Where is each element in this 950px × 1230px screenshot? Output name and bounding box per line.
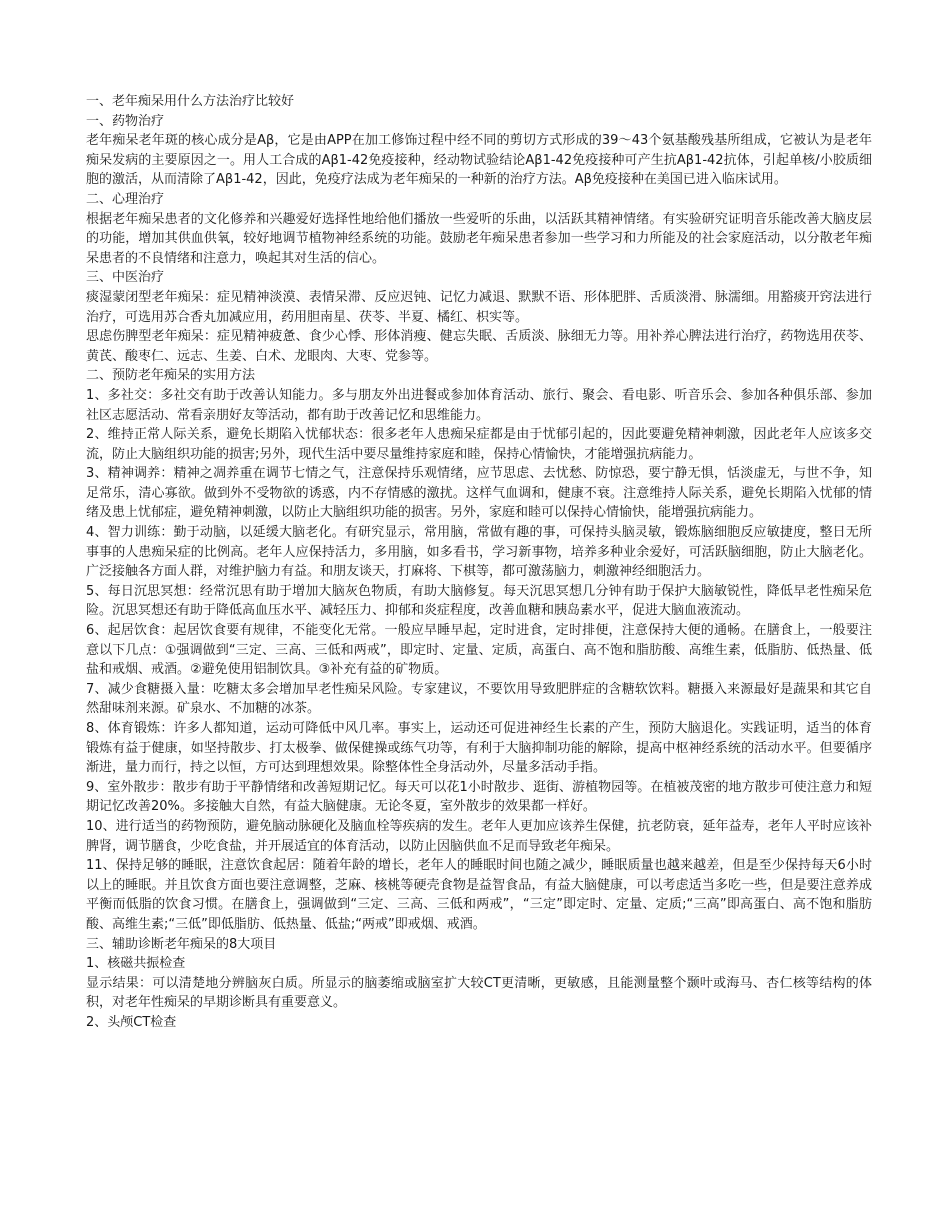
prevention-item-7: 7、减少食糖摄入量：吃糖太多会增加早老性痴呆风险。专家建议，不要饮用导致肥胖症的含糖软饮料。糖摄入来源最好是蔬果和其它自然甜味剂来源。矿泉水、不加糖的冰茶。 xyxy=(86,681,872,717)
document-page xyxy=(86,92,872,1033)
paragraph-tcm-phlegm: 痰湿蒙闭型老年痴呆：症见精神淡漠、表情呆滞、反应迟钝、记忆力减退、默默不语、形体肥胖、舌质淡滑、脉濡细。用豁痰开窍法进行治疗，可选用苏合香丸加减应用，药用胆南星、茯苓、半夏、橘红、枳实等。 xyxy=(86,289,872,325)
prevention-item-1: 1、多社交：多社交有助于改善认知能力。多与朋友外出进餐或参加体育活动、旅行、聚会、看电影、听音乐会、参加各种俱乐部、参加社区志愿活动、常看亲朋好友等活动，都有助于改善记忆和思维能力。 xyxy=(86,387,872,423)
prevention-item-3: 3、精神调养：精神之凋养重在调节七情之气，注意保持乐观情绪，应节思虑、去忧愁、防惊恐，要宁静无惧，恬淡虚无，与世不争，知足常乐，清心寡欲。做到外不受物欲的诱惑，内不存情感的激扰。这样气血调和，健康不衰。注意维持人际关系，避免长期陷入忧郁的情绪及患上忧郁症，避免精神刺激，以防止大脑组织功能的损害。另外，家庭和睦可以保持心情愉快，能增强抗病能力。 xyxy=(86,466,872,521)
paragraph-drug-therapy: 老年痴呆老年斑的核心成分是Aβ，它是由APP在加工修饰过程中经不同的剪切方式形成的39～43个氨基酸残基所组成，它被认为是老年痴呆发病的主要原因之一。用人工合成的Aβ1-42免疫接种，经动物试验结论Aβ1-42免疫接种可产生抗Aβ1-42抗体，引起单核/小胶质细胞的激活，从而清除了Aβ1-42，因此，免疫疗法成为老年痴呆的一种新的治疗方法。Aβ免疫接种在美国已进入临床试用。 xyxy=(86,133,872,188)
paragraph-psychotherapy: 根据老年痴呆患者的文化修养和兴趣爱好选择性地给他们播放一些爱听的乐曲，以活跃其精神情绪。有实验研究证明音乐能改善大脑皮层的功能，增加其供血供氧，较好地调节植物神经系统的功能。鼓励老年痴呆患者参加一些学习和力所能及的社会家庭活动，以分散老年痴呆患者的不良情绪和注意力，唤起其对生活的信心。 xyxy=(86,211,872,266)
prevention-item-11: 11、保持足够的睡眠，注意饮食起居：随着年龄的增长，老年人的睡眠时间也随之减少，睡眠质量也越来越差，但是至少保持每天6小时以上的睡眠。并且饮食方面也要注意调整，芝麻、核桃等硬壳食物是益智食品，有益大脑健康，可以考虑适当多吃一些，但是要注意养成平衡而低脂的饮食习惯。在膳食上，强调做到“三定、三高、三低和两戒”，“三定”即定时、定量、定质;“三高”即高蛋白、高不饱和脂肪酸、高维生素;“三低”即低脂肪、低热量、低盐;“两戒”即戒烟、戒酒。 xyxy=(86,858,872,932)
prevention-item-9: 9、室外散步：散步有助于平静情绪和改善短期记忆。每天可以花1小时散步、逛街、游植物园等。在植被茂密的地方散步可使注意力和短期记忆改善20%。多接触大自然，有益大脑健康。无论冬夏，室外散步的效果都一样好。 xyxy=(86,779,872,815)
section-title-prevention: 二、预防老年痴呆的实用方法 xyxy=(86,368,256,384)
paragraph-tcm-spleen: 思虑伤脾型老年痴呆：症见精神疲惫、食少心悸、形体消瘦、健忘失眠、舌质淡、脉细无力等。用补养心脾法进行治疗，药物选用茯苓、黄芪、酸枣仁、远志、生姜、白术、龙眼肉、大枣、党参等。 xyxy=(86,329,872,364)
prevention-item-6: 6、起居饮食：起居饮食要有规律，不能变化无常。一般应早睡早起，定时进食，定时排便，注意保持大便的通畅。在膳食上，一般要注意以下几点：①强调做到“三定、三高、三低和两戒”，即定时、定量、定质，高蛋白、高不饱和脂肪酸、高维生素，低脂肪、低热量、低盐和戒烟、戒酒。②避免使用铝制饮具。③补充有益的矿物质。 xyxy=(86,623,872,678)
diagnosis-item-1-text: 显示结果：可以清楚地分辨脑灰白质。所显示的脑萎缩或脑室扩大较CT更清晰，更敏感，且能测量整个颞叶或海马、杏仁核等结构的体积，对老年性痴呆的早期诊断具有重要意义。 xyxy=(86,975,872,1011)
prevention-item-5: 5、每日沉思冥想：经常沉思有助于增加大脑灰色物质，有助大脑修复。每天沉思冥想几分钟有助于保护大脑敏锐性，降低早老性痴呆危险。沉思冥想还有助于降低高血压水平、减轻压力、抑郁和炎症程度，改善血糖和胰岛素水平，促进大脑血液流动。 xyxy=(86,583,872,619)
diagnosis-item-1-title: 1、核磁共振检查 xyxy=(86,956,186,972)
subsection-title-psychotherapy: 二、心理治疗 xyxy=(86,191,165,207)
section-title-treatment-methods: 一、老年痴呆用什么方法治疗比较好 xyxy=(86,94,295,109)
subsection-title-tcm: 三、中医治疗 xyxy=(86,270,165,286)
prevention-item-10: 10、进行适当的药物预防，避免脑动脉硬化及脑血栓等疾病的发生。老年人更加应该养生保健，抗老防衰，延年益寿，老年人平时应该补脾肾，调节膳食，少吃食盐，并开展适宜的体育活动，以防止因脑供血不足而导致老年痴呆。 xyxy=(86,818,872,854)
section-title-diagnosis: 三、辅助诊断老年痴呆的8大项目 xyxy=(86,936,277,952)
prevention-item-8: 8、体育锻炼：许多人都知道，运动可降低中风几率。事实上，运动还可促进神经生长素的产生，预防大脑退化。实践证明，适当的体育锻炼有益于健康，如坚持散步、打太极拳、做保健操或练气功等，有利于大脑抑制功能的解除，提高中枢神经系统的活动水平。但要循序渐进，量力而行，持之以恒，方可达到理想效果。除整体性全身活动外，尽量多活动手指。 xyxy=(86,721,872,776)
prevention-item-2: 2、维持正常人际关系，避免长期陷入忧郁状态：很多老年人患痴呆症都是由于忧郁引起的，因此要避免精神刺激，因此老年人应该多交流，防止大脑组织功能的损害;另外，现代生活中要尽量维持家庭和睦，保持心情愉快，才能增强抗病能力。 xyxy=(86,427,872,462)
diagnosis-item-2-title: 2、头颅CT检查 xyxy=(86,1014,177,1030)
prevention-item-4: 4、智力训练：勤于动脑，以延缓大脑老化。有研究显示，常用脑，常做有趣的事，可保持头脑灵敏，锻炼脑细胞反应敏捷度，整日无所事事的人患痴呆症的比例高。老年人应保持活力，多用脑，如多看书，学习新事物，培养多种业余爱好，可活跃脑细胞，防止大脑老化。广泛接触各方面人群，对维护脑力有益。和朋友谈天，打麻将、下棋等，都可激荡脑力，刺激神经细胞活力。 xyxy=(86,525,872,580)
subsection-title-drug-therapy: 一、药物治疗 xyxy=(86,113,165,129)
